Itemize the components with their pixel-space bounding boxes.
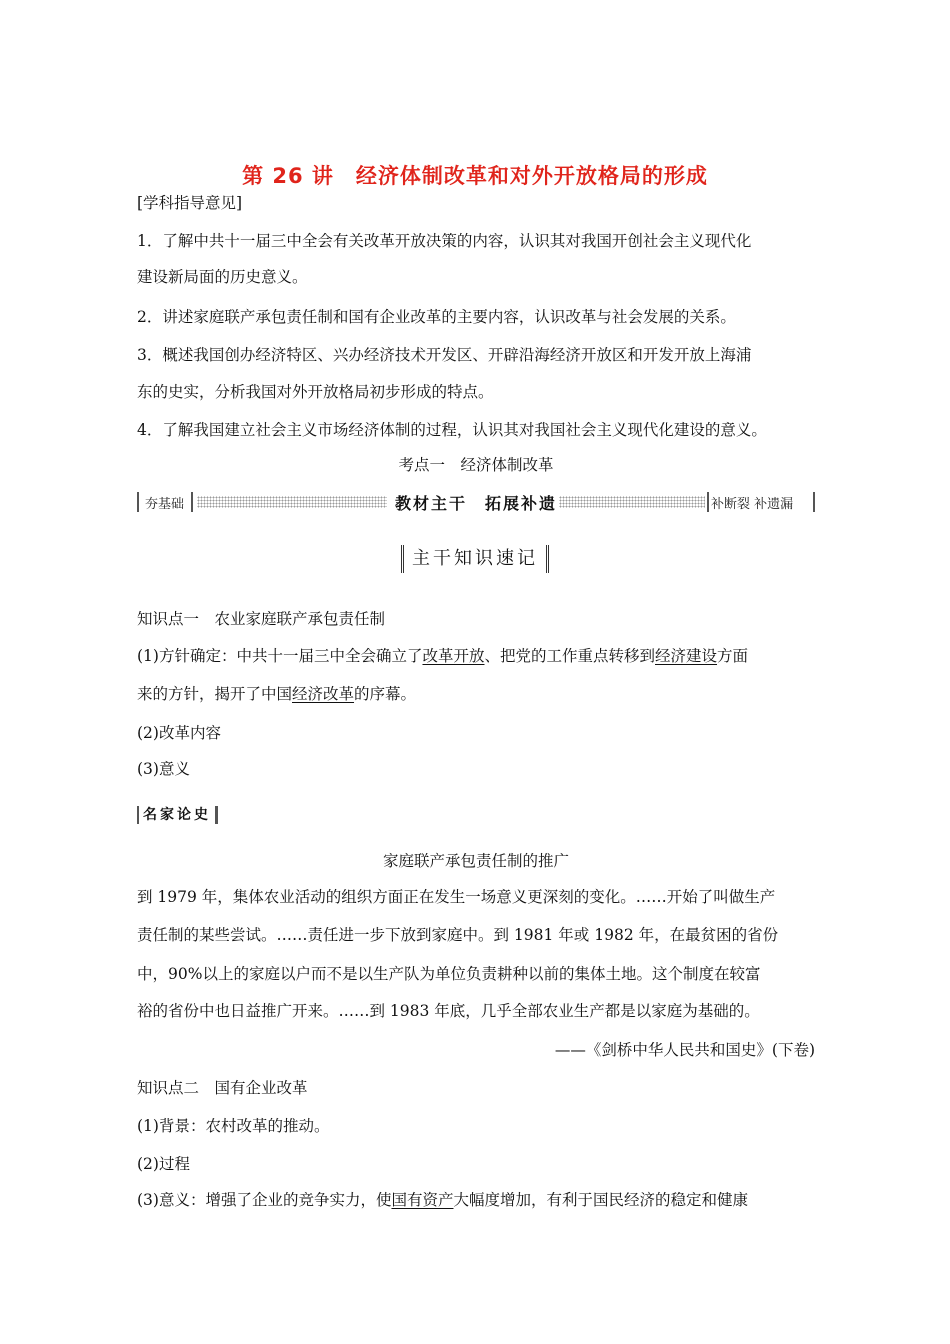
guidance-item: 建设新局面的历史意义。 (137, 268, 308, 286)
guidance-item: 2．讲述家庭联产承包责任制和国有企业改革的主要内容，认识改革与社会发展的关系。 (137, 308, 736, 326)
kp1-item-3: (3)意义 (137, 760, 190, 778)
guidance-item: 4．了解我国建立社会主义市场经济体制的过程，认识其对我国社会主义现代化建设的意义。 (137, 421, 767, 439)
quote-source: ——《剑桥中华人民共和国史》(下卷) (554, 1041, 815, 1059)
banner-left-label: 夯基础 (145, 497, 185, 512)
banner-center-label: 教材主干 拓展补遗 (137, 491, 815, 514)
kp1-item-2: (2)改革内容 (137, 724, 221, 742)
kp2-item-1: (1)背景：农村改革的推动。 (137, 1117, 330, 1135)
guidance-item: 1．了解中共十一届三中全会有关改革开放决策的内容，认识其对我国开创社会主义现代化 (137, 232, 752, 250)
banner-right-label: 补断裂 补遗漏 (711, 497, 794, 512)
lecture-number: 第 26 讲 (242, 164, 334, 188)
banner-bar (707, 492, 709, 512)
kp1-item-1: (1)方针确定：中共十一届三中全会确立了改革开放、把党的工作重点转移到经济建设方面 (137, 647, 749, 665)
quote-tag: 名家论史 (137, 804, 222, 824)
quote-line: 中，90%以上的家庭以户而不是以生产队为单位负责耕种以前的集体土地。这个制度在较富 (137, 965, 761, 983)
quote-line: 责任制的某些尝试。……责任进一步下放到家庭中。到 1981 年或 1982 年，在最贫困的省份 (137, 926, 779, 944)
box-heading: 主干知识速记 (0, 545, 950, 573)
section-banner (137, 490, 815, 514)
kp2-item-3: (3)意义：增强了企业的竞争实力，使国有资产大幅度增加，有利于国民经济的稳定和健康 (137, 1191, 748, 1209)
kp2-heading: 知识点二 国有企业改革 (137, 1079, 308, 1097)
guidance-item: 东的史实，分析我国对外开放格局初步形成的特点。 (137, 383, 494, 401)
kp2-item-2: (2)过程 (137, 1155, 190, 1173)
quote-line: 裕的省份中也日益推广开来。……到 1983 年底，几乎全部农业生产都是以家庭为基础的。 (137, 1002, 760, 1020)
guidance-heading: [学科指导意见] (137, 194, 243, 212)
banner-bar (813, 492, 815, 512)
quote-line: 到 1979 年，集体农业活动的组织方面正在发生一场意义更深刻的变化。……开始了叫做生产 (137, 888, 776, 906)
kp1-item-1-cont: 来的方针，揭开了中国经济改革的序幕。 (137, 685, 417, 703)
lecture-name: 经济体制改革和对外开放格局的形成 (355, 164, 708, 188)
guidance-item: 3．概述我国创办经济特区、兴办经济技术开发区、开辟沿海经济开放区和开发开放上海浦 (137, 346, 752, 364)
kp1-heading: 知识点一 农业家庭联产承包责任制 (137, 610, 386, 628)
lecture-title (0, 160, 950, 190)
section-title: 考点一 经济体制改革 (398, 456, 554, 474)
quote-title: 家庭联产承包责任制的推广 (382, 852, 569, 870)
banner-dots (559, 496, 705, 508)
